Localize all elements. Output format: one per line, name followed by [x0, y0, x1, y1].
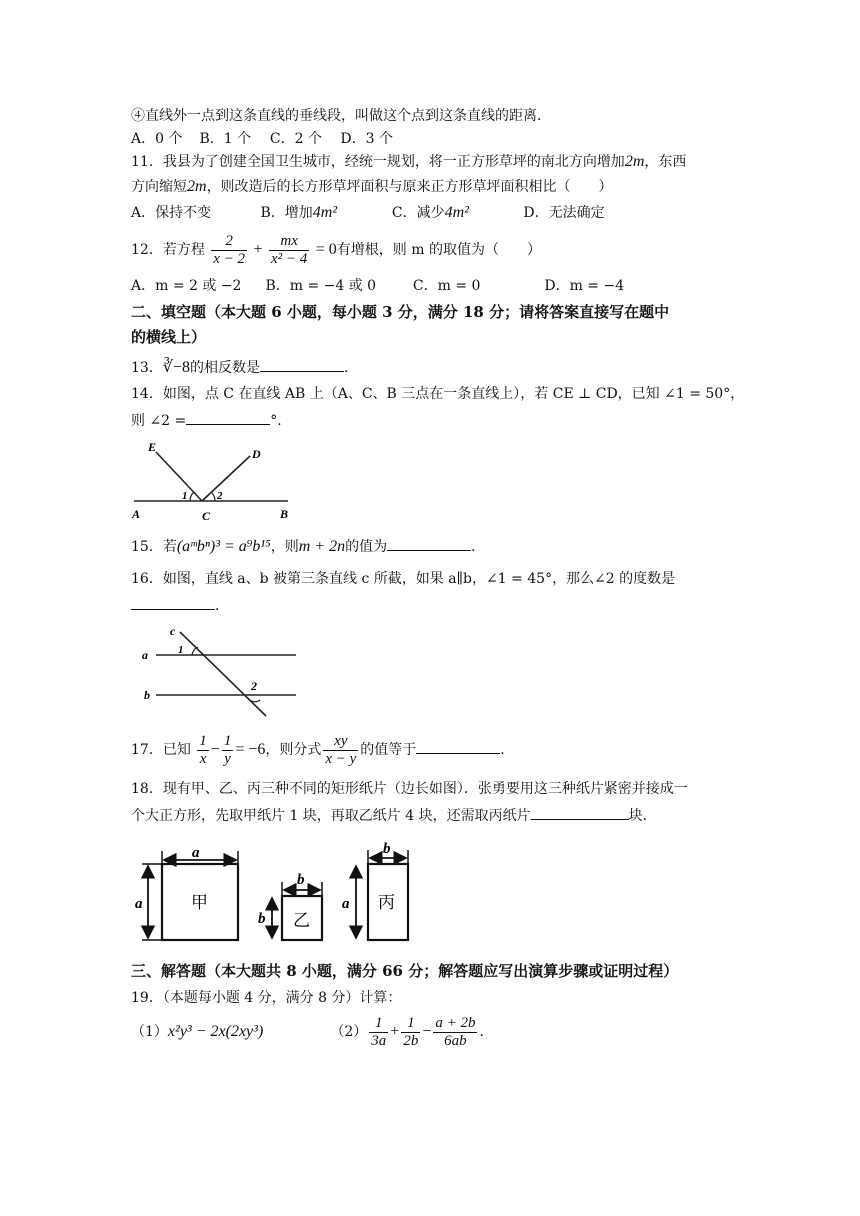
- q11-text: ，东西: [644, 154, 687, 170]
- label-angle-1: 1: [178, 644, 184, 656]
- q16-line-1: 16．如图，直线 a、b 被第三条直线 c 所截，如果 a∥b，∠1 = 45°，那么∠2 的度数是: [131, 571, 676, 587]
- q12-line: [131, 230, 541, 270]
- q13-prefix: 13．: [131, 360, 163, 376]
- q15-middle: ，则: [270, 539, 299, 555]
- label-angle-1: 1: [182, 490, 188, 502]
- q19-fraction-2: [401, 1015, 420, 1050]
- q18-figure: [134, 842, 424, 948]
- q17-fraction-1: [197, 733, 209, 768]
- label-a: A: [132, 507, 141, 521]
- q18-answer-blank[interactable]: [531, 805, 629, 820]
- q15-math: (aᵐbⁿ)³ = a⁹b¹⁵: [176, 538, 271, 555]
- q12-frac1-den: x − 2: [213, 250, 246, 267]
- q11-text: ，则改造后的长方形草坪面积与原来正方形草坪面积相比（ ）: [206, 179, 613, 195]
- q11-line-2: [131, 177, 613, 197]
- yi-label: 乙: [293, 911, 310, 931]
- q14-suffix: °．: [270, 413, 292, 429]
- q18-line-1: 18．现有甲、乙、丙三种不同的矩形纸片（边长如图）．张勇要用这三种纸片紧密并接成一: [131, 781, 688, 797]
- bing-side-label-left: a: [342, 896, 350, 912]
- q17-f2-den: y: [224, 750, 231, 767]
- q11-options: [131, 203, 605, 223]
- section-3-title: 三、解答题（本大题共 8 小题，满分 66 分；解答题应写出演算步骤或证明过程）: [131, 962, 679, 980]
- label-b: B: [280, 507, 289, 521]
- q11-line-1: [131, 152, 686, 172]
- q17-minus: −: [210, 741, 220, 758]
- label-d: D: [252, 447, 261, 461]
- q18-line-2: [131, 805, 657, 826]
- label-e: E: [148, 440, 157, 454]
- q19-part-2-label: （2）: [330, 1024, 368, 1040]
- q17-eq: = −6: [235, 741, 266, 758]
- q11-option-c: [392, 203, 519, 223]
- q12-fraction-2: [269, 233, 309, 268]
- bing-side-label-top: b: [383, 842, 391, 857]
- q16-answer-blank[interactable]: [131, 595, 215, 610]
- q12-plus: +: [253, 241, 263, 258]
- q17-f3-den: x − y: [325, 750, 357, 767]
- q19-fraction-1: [369, 1015, 388, 1050]
- q11-text: 方向缩短: [131, 179, 187, 195]
- q17-end: ．: [500, 742, 515, 758]
- q13-math: ∛−8: [162, 359, 191, 376]
- q19-f1-den: 3a: [371, 1032, 387, 1049]
- q12-suffix: 有增根，则 m 的取值为（ ）: [336, 242, 541, 258]
- q14-figure: [130, 436, 295, 522]
- q15-answer-blank[interactable]: [387, 536, 471, 551]
- q19-part-1-label: （1）: [131, 1024, 168, 1040]
- q12-frac1-num: 2: [211, 233, 247, 251]
- q16-end: ．: [215, 598, 229, 614]
- q15-line: [131, 536, 485, 557]
- q10-option-b: B．1 个: [199, 131, 252, 147]
- jia-label: 甲: [191, 893, 208, 913]
- label-angle-2: 2: [217, 490, 223, 502]
- q15-suffix: 的值为: [345, 539, 388, 555]
- section-2-title-cont: 的横线上）: [131, 328, 207, 346]
- q19-f2-num: 1: [401, 1015, 420, 1033]
- q11-option-b-math: 4m²: [312, 204, 338, 221]
- q17-f1-num: 1: [199, 732, 207, 749]
- q17-fraction-2: [222, 733, 234, 768]
- q17-line: [131, 730, 514, 770]
- q10-options: [131, 129, 393, 149]
- angle-2-arc: [250, 700, 260, 702]
- q15-prefix: 15．若: [131, 539, 177, 555]
- q13-line: [131, 357, 358, 378]
- label-c: C: [202, 509, 211, 522]
- q10-option-a: A．0 个: [131, 131, 183, 147]
- q11-math: 2m: [624, 153, 645, 170]
- q10-option-c: C．2 个: [269, 131, 322, 147]
- q17-fraction-3: [323, 733, 358, 768]
- label-c: c: [170, 624, 176, 638]
- q12-option-b: B．m = −4 或 0: [265, 278, 377, 294]
- q19-f3-num: a + 2b: [435, 1014, 476, 1031]
- q18-prefix: 个大正方形，先取甲纸片 1 块，再取乙纸片 4 块，还需取丙纸片: [131, 808, 531, 824]
- q11-option-d: D．无法确定: [523, 205, 605, 221]
- q10-option-d: D．3 个: [340, 131, 393, 147]
- q12-option-a: A．m = 2 或 −2: [131, 278, 242, 294]
- q17-suffix: 的值等于: [360, 742, 417, 758]
- q11-math: 2m: [187, 178, 207, 195]
- q19-part-1-expr: x²y³ − 2x(2xy³): [167, 1023, 264, 1040]
- yi-side-label-top: b: [297, 872, 305, 888]
- q19-f3-den: 6ab: [444, 1032, 467, 1049]
- label-b: b: [144, 688, 150, 702]
- q12-eq: = 0: [315, 241, 337, 258]
- q19-end: ．: [479, 1024, 494, 1040]
- q12-fraction-1: [211, 233, 247, 268]
- bing-label: 丙: [378, 893, 395, 913]
- jia-side-label-top: a: [192, 845, 200, 861]
- q14-answer-blank[interactable]: [186, 410, 270, 425]
- q15-end: ．: [471, 539, 486, 555]
- q10-statement-4: ④直线外一点到这条直线的垂线段，叫做这个点到这条直线的距离．: [131, 108, 551, 124]
- q12-frac2-num: mx: [269, 233, 309, 251]
- q15-expr: m + 2n: [298, 538, 346, 555]
- q12-prefix: 12．若方程: [131, 242, 205, 258]
- label-a: a: [142, 648, 148, 662]
- jia-side-label-left: a: [135, 896, 143, 912]
- q12-frac2-den: x² − 4: [271, 250, 308, 267]
- ray-cd: [202, 456, 250, 501]
- line-c: [180, 632, 266, 716]
- q19-fraction-3: [433, 1015, 477, 1050]
- q12-option-d: D．m = −4: [544, 278, 625, 294]
- q19-parts: （1）x²y³ − 2x(2xy³) （2） $\frac{1}{3a}$ + $\frac{1}{2b}$ − $\frac{a + 2b}{6ab}$ ．: [131, 1012, 493, 1052]
- q17-middle: ，则分式: [265, 742, 322, 758]
- q12-option-c: C．m = 0: [412, 278, 481, 294]
- q11-option-b: [260, 203, 387, 223]
- q12-options: [131, 276, 624, 296]
- q11-option-b-text: B．增加: [260, 205, 313, 221]
- q14-line-2: [131, 410, 291, 431]
- q19-intro: 19．（本题每小题 4 分，满分 8 分）计算：: [131, 990, 402, 1006]
- q17-f1-den: x: [199, 750, 207, 767]
- q19-f1-num: 1: [369, 1015, 388, 1033]
- q17-f3-num: xy: [323, 733, 358, 751]
- section-2-title: 二、填空题（本大题 6 小题，每小题 3 分，满分 18 分；请将答案直接写在题中: [131, 303, 670, 321]
- q11-text: 11．我县为了创建全国卫生城市，经统一规划，将一正方形草坪的南北方向增加: [131, 154, 625, 170]
- yi-side-label-left: b: [258, 911, 266, 927]
- q17-answer-blank[interactable]: [416, 739, 500, 754]
- q13-suffix: 的相反数是: [190, 360, 261, 376]
- q17-f2-num: 1: [223, 732, 232, 749]
- q11-option-c-text: C．减少: [391, 205, 445, 221]
- q11-option-a: A．保持不变: [131, 205, 212, 221]
- q13-end: ．: [344, 360, 359, 376]
- q18-suffix: 块．: [628, 808, 657, 824]
- angle-2-arc: [212, 493, 215, 501]
- q16-line-2: [131, 595, 229, 616]
- q11-option-c-math: 4m²: [444, 204, 469, 221]
- ray-ce: [156, 452, 202, 501]
- q17-prefix: 17．已知: [131, 742, 191, 758]
- angle-1-arc: [190, 492, 194, 501]
- q16-figure: [138, 622, 298, 720]
- q19-f2-den: 2b: [403, 1032, 419, 1049]
- q14-line-1: 14．如图，点 C 在直线 AB 上（A、C、B 三点在一条直线上），若 CE ⊥ CD，已知 ∠1 = 50°，: [131, 386, 745, 402]
- label-angle-2: 2: [251, 679, 257, 693]
- q14-prefix: 则 ∠2 =: [131, 413, 187, 429]
- q13-answer-blank[interactable]: [260, 357, 344, 372]
